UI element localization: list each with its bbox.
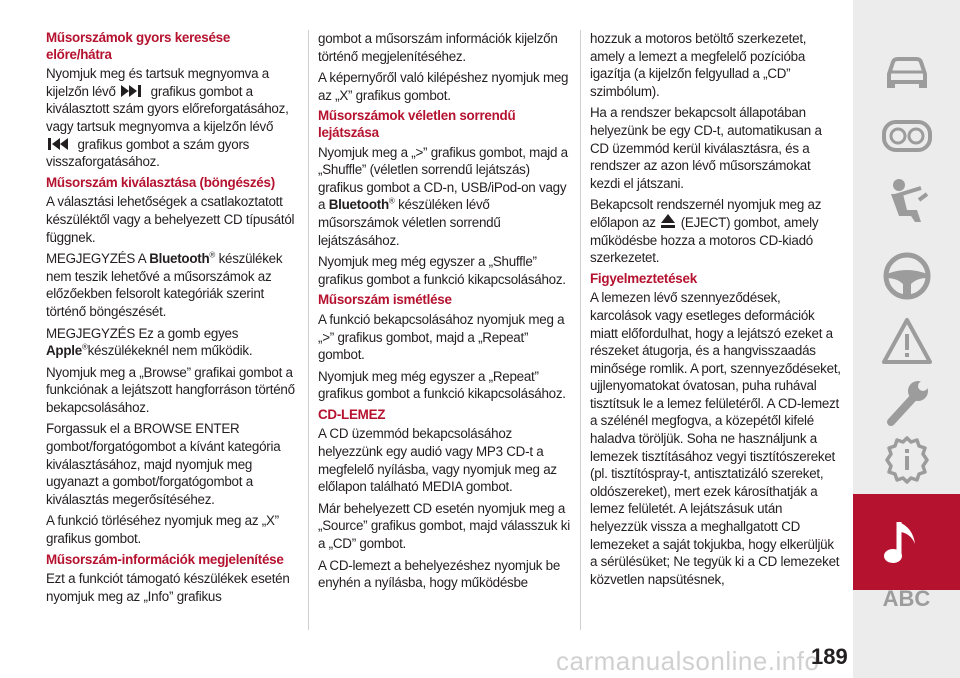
registered-mark: ® — [81, 342, 88, 352]
car-icon[interactable] — [881, 44, 933, 96]
text-column-3 — [590, 30, 842, 592]
paragraph-cd-auto: Ha a rendszer bekapcsolt állapotában helyezünk be egy CD-t, automatikusan a CD üzemmód kerül kiválasztásra, és a rendszer az azon lévő műsorszámokat kezdi el játszani. — [590, 105, 822, 191]
paragraph-warnings: A lemezen lévő szennyeződések, karcolások vagy esetleges deformációk miatt előfordulhat, hogy a lejátszó ezeket a részeket átugorja, és a hangvisszaadás minősége romlik. A port, szennyeződéseket, ujjlenyomatokat óvatosan, puha ruhával tisztítsuk le a lemez felületéről. A CD-lemezt a szélénél megfogva, a közepétől kifelé haladva töröljük. Soha ne használjunk a lemezek tisztításához vegyi tisztítószereket (pl. tisztítóspray-t, antisztatizáló szereket, oldószereket), mert ezek károsíthatják a lemez felületét. A lejátszásuk után helyezzük vissza a meghallgatott CD lemezeket a saját tokjukba, hogy elkerüljük a sérülésüket; Ne tegyük ki a CD lemezeket közvetlen napsütésnek, — [590, 290, 841, 587]
brand-bluetooth: Bluetooth — [149, 251, 210, 267]
text-column-2 — [318, 30, 570, 596]
text-fragment: készülékek nem teszik lehetővé a műsorszámok az előzőekben felsorolt kategóriák szerint történő böngészését. — [46, 251, 283, 319]
eject-icon — [661, 214, 675, 228]
info-icon[interactable] — [881, 434, 933, 486]
text-column-1 — [46, 30, 298, 609]
paragraph-cd-insert: A CD-lemezt a behelyezéshez nyomjuk be enyhén a nyílásba, hogy működésbe — [318, 557, 561, 591]
text-fragment: grafikus gombot a kiválasztott szám gyors előreforgatásához, vagy tartsuk megnyomva a kijelzőn lévő — [46, 83, 289, 134]
registered-mark: ® — [209, 250, 216, 260]
text-fragment: vagy a — [318, 179, 567, 213]
registered-mark: ® — [388, 196, 395, 206]
wrench-icon[interactable] — [881, 376, 933, 428]
warning-triangle-icon[interactable] — [881, 316, 933, 368]
paragraph-info-cont: gombot a műsorszám információk kijelzőn történő megjelenítéséhez. — [318, 31, 558, 64]
heading-warnings: Figyelmeztetések — [590, 270, 697, 286]
paragraph-cd-mode: A CD üzemmód bekapcsolásához helyezzünk egy audió vagy MP3 CD-t a megfelelő nyílásba, vagy nyomjuk meg az előlapon található MEDIA gombot. — [318, 426, 557, 495]
seatbelt-passenger-icon[interactable] — [881, 176, 933, 228]
paragraph-shuffle — [318, 144, 570, 250]
steering-wheel-icon[interactable] — [881, 250, 933, 302]
text-fragment: (EJECT) gombot, amely működésbe hozza a motoros CD-kiadó szerkezetet. — [590, 214, 819, 266]
brand-bluetooth: Bluetooth — [328, 197, 389, 213]
text-fragment: Bekapcsolt rendszernél nyomjuk meg az előlapon az — [590, 197, 822, 230]
paragraph-fast-search — [46, 65, 298, 171]
paragraph-cancel: A funkció törléséhez nyomjuk meg az „X” grafikus gombot. — [46, 513, 279, 547]
dashboard-gauges-icon[interactable] — [881, 110, 933, 162]
music-note-icon — [883, 514, 931, 570]
note-bluetooth — [46, 250, 298, 320]
heading-fast-search: Műsorszámok gyors keresése előre/hátra — [46, 30, 231, 62]
text-fragment: készülékeknél nem működik. — [87, 343, 253, 359]
heading-repeat: Műsorszám ismétlése — [318, 292, 452, 308]
column-divider — [580, 30, 581, 630]
note-apple — [46, 325, 298, 360]
watermark: carmanualsonline.info — [556, 646, 820, 676]
active-chapter-tab[interactable] — [853, 494, 960, 590]
paragraph-shuffle-off: Nyomjuk meg még egyszer a „Shuffle” grafikus gombot a funkció kikapcsolásához. — [318, 254, 566, 287]
rewind-icon — [48, 138, 72, 150]
paragraph-repeat: A funkció bekapcsolásához nyomjuk meg a „>” grafikus gombot, majd a „Repeat” gombot. — [318, 311, 565, 363]
paragraph-cd-source: Már behelyezett CD esetén nyomjuk meg a „Source” grafikus gombot, majd válasszuk ki a „CD” gombot. — [318, 500, 570, 552]
paragraph-info: Ezt a funkciót támogató készülékek esetén nyomjuk meg az „Info” grafikus — [46, 571, 290, 604]
heading-cd: CD-LEMEZ — [318, 406, 386, 422]
brand-apple: Apple — [46, 343, 82, 359]
paragraph-cd-loader: hozzuk a motoros betöltő szerkezetet, amely a lemezt a megfelelő pozícióba igazítja (a kijelzőn felgyullad a „CD” szimbólum). — [590, 31, 807, 99]
paragraph-exit: A képernyőről való kilépéshez nyomjuk meg az „X” grafikus gombot. — [318, 70, 569, 103]
text-fragment: készüléken lévő műsorszámok véletlen sorrendű lejátszásához. — [318, 197, 501, 248]
abc-index-label[interactable]: ABC — [882, 586, 931, 611]
heading-shuffle: Műsorszámok véletlen sorrendű lejátszása — [318, 108, 516, 140]
heading-track-info: Műsorszám-információk megjelenítése — [46, 551, 284, 567]
paragraph-repeat-off: Nyomjuk meg még egyszer a „Repeat” grafikus gombot a funkció kikapcsolásához. — [318, 368, 566, 402]
text-fragment: Nyomjuk meg és tartsuk megnyomva a kijelzőn lévő — [46, 66, 269, 99]
text-fragment: grafikus gombot a szám gyors visszaforgatásához. — [46, 136, 250, 170]
text-fragment: Nyomjuk meg a „>” grafikus gombot, majd a „Shuffle” (véletlen sorrendű lejátszás) grafikus gombot a CD-n, USB/iPod-on — [318, 144, 568, 195]
page-number: 189 — [811, 644, 848, 669]
text-fragment: MEGJEGYZÉS A — [46, 251, 146, 267]
paragraph-browse-button: Nyomjuk meg a „Browse” grafikai gombot a funkciónak a lejátszott hangforráson történő bekapcsolásához. — [46, 364, 295, 415]
paragraph-browse-enter: Forgassuk el a BROWSE ENTER gombot/forgatógombot a kívánt kategória kiválasztásához, majd nyomjuk meg ugyanazt a gombot/forgatógombot a kiválasztás megerősítéséhez. — [46, 421, 281, 507]
heading-browse: Műsorszám kiválasztása (böngészés) — [46, 174, 275, 190]
paragraph-eject — [590, 196, 842, 266]
chapter-sidebar — [853, 0, 960, 678]
column-divider — [308, 30, 309, 630]
fast-forward-icon — [121, 85, 145, 97]
text-fragment: MEGJEGYZÉS Ez a gomb egyes — [46, 325, 239, 341]
paragraph-browse-options: A választási lehetőségek a csatlakoztatott készüléktől vagy a behelyezett CD típusától függnek. — [46, 194, 295, 245]
